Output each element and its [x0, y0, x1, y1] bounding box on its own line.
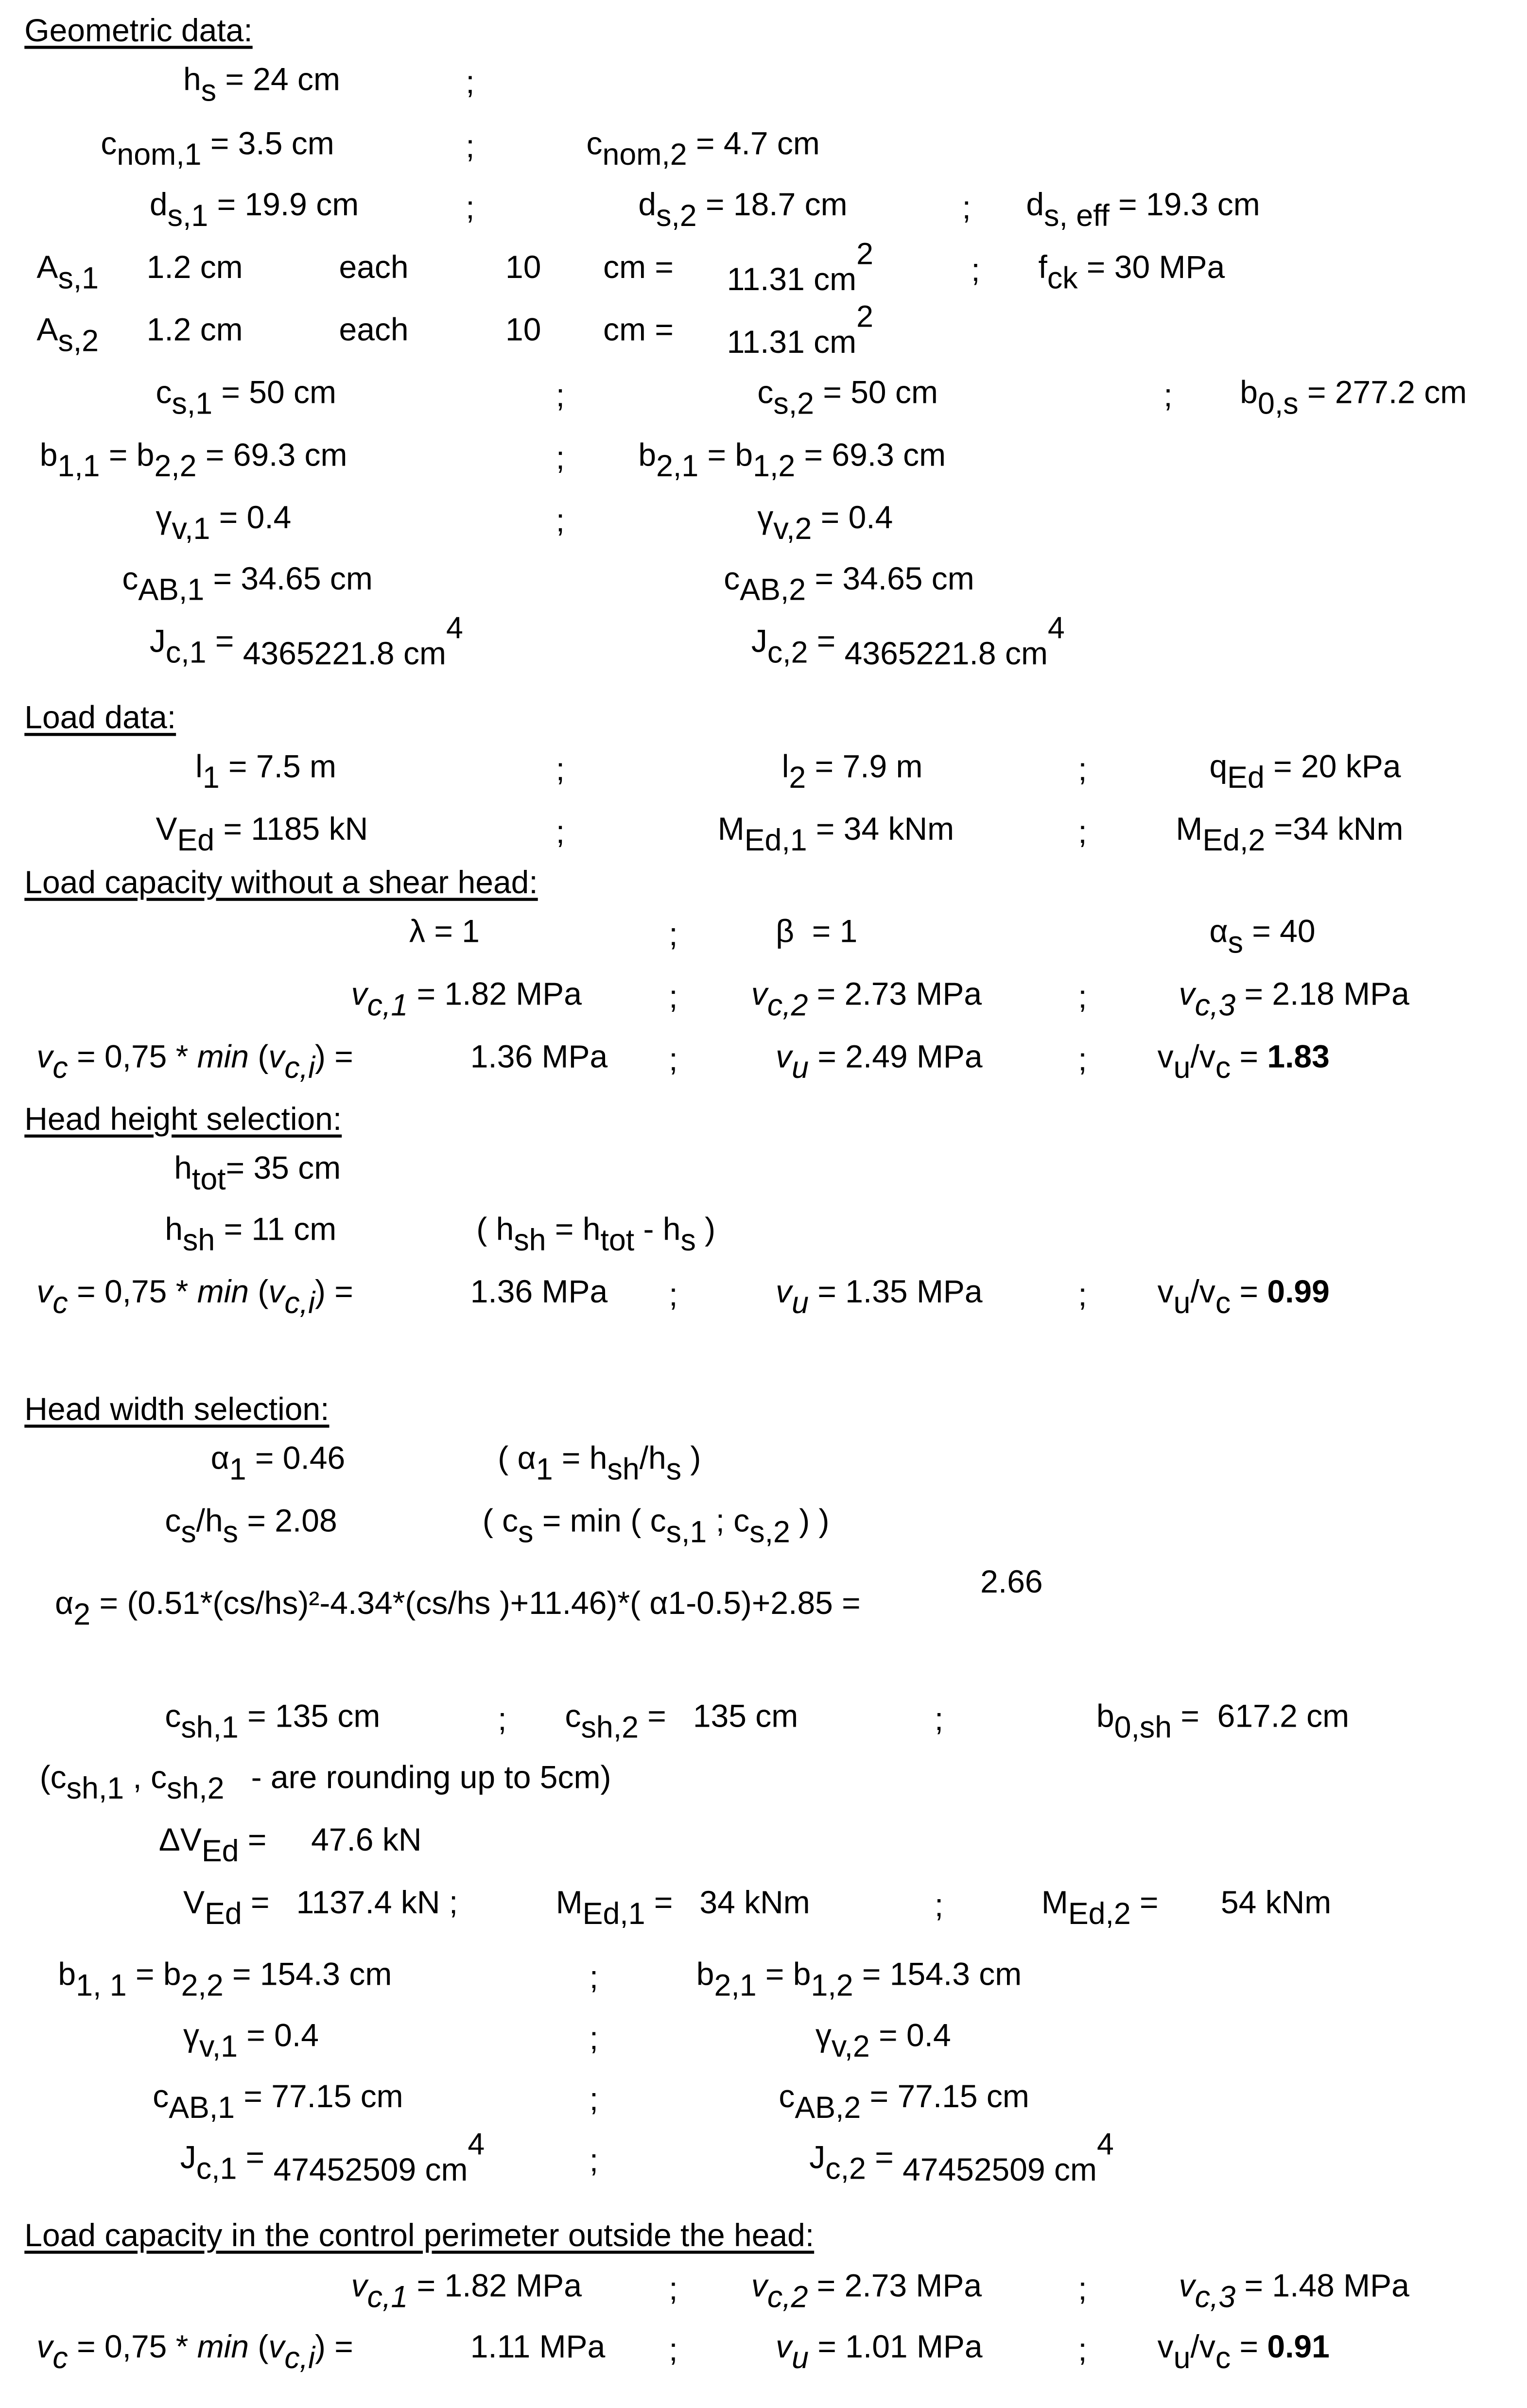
- as2-area: 11.31 $cm^2$: [727, 301, 873, 361]
- vc3-row: $v_{c,3} = 2.18$ MPa: [1179, 977, 1409, 1023]
- gv2-row: $\gamma_{v,2} = 0.4$: [757, 501, 893, 547]
- qed-row: $q_{Ed} = 20$ kPa: [1209, 749, 1401, 796]
- vc-value-2: 1.36 MPa: [470, 1275, 608, 1310]
- gv1-row: $\gamma_{v,1} = 0.4$: [156, 501, 292, 547]
- med2-row: $M_{Ed,2} =34$ kNm: [1176, 812, 1404, 858]
- vc-min-row-3: $v_c = 0,75 * \min (v_{c,i})$ =: [36, 2330, 353, 2376]
- b0s-row: $b_{0,s} = 277.2$ cm: [1240, 375, 1467, 422]
- b21-row-2: $b_{2,1} = b_{1,2} = 154.3$ cm: [696, 1958, 1022, 2004]
- as2-spacing: 10: [505, 313, 541, 348]
- sep: ;: [669, 2333, 678, 2369]
- b0sh-row: $b_{0,sh} = 617.2$ cm: [1096, 1699, 1350, 1746]
- vc-value: 1.36 MPa: [470, 1039, 608, 1075]
- rounding-note: ($c_{sh,1}$ , $c_{sh,2}$ - are rounding up to 5cm): [39, 1760, 611, 1806]
- sep: ;: [1078, 1042, 1087, 1078]
- ved-row-2: $V_{Ed} = 1137.4$ kN ;: [183, 1886, 458, 1932]
- cab2-row: $c_{AB,2} = 34.65$ cm: [724, 562, 974, 608]
- as2-label: $A_{s,2}$: [36, 313, 99, 359]
- alpha1-row: $\alpha_1 = 0.46$: [210, 1441, 346, 1488]
- vu-row: $v_u = 2.49$ MPa: [776, 1039, 983, 1086]
- sep: ;: [589, 2022, 599, 2057]
- as2-each: each: [339, 313, 409, 348]
- sep: ;: [498, 1702, 507, 1738]
- vc2-row-3: $v_{c,2} = 2.73$ MPa: [751, 2269, 982, 2315]
- as1-each: each: [339, 250, 409, 286]
- sep: ;: [589, 2144, 599, 2179]
- lambda-row: λ = 1: [409, 915, 480, 950]
- sep: ;: [466, 66, 475, 101]
- beta-row: β = 1: [776, 915, 858, 950]
- as1-diameter: 1.2 cm: [146, 250, 243, 286]
- alpha2-row: $\alpha_2 = (0.51*(cs/hs)^2-4.34*(cs/hs$ )+11.46)*( α1-0.5)+2.85 =: [55, 1586, 861, 1632]
- vc2-row: $v_{c,2} = 2.73$ MPa: [751, 977, 982, 1023]
- htot-row: $h_{tot}= 35$ cm: [174, 1151, 341, 1197]
- csh2-row: $c_{sh,2} = 135$ cm: [565, 1699, 798, 1746]
- fck-row: $f_{ck} = 30$ MPa: [1038, 250, 1225, 296]
- sep: ;: [934, 1888, 944, 1924]
- alpha2-value: 2.66: [980, 1565, 1043, 1600]
- sep: ;: [1163, 379, 1173, 414]
- sep: ;: [1078, 1278, 1087, 1314]
- dseff-row: $d_{s, eff} = 19.3$ cm: [1026, 188, 1260, 234]
- ds2-row: $d_{s,2} = 18.7$ cm: [638, 188, 848, 234]
- sep: ;: [555, 441, 565, 477]
- cab2-row-2: $c_{AB,2} = 77.15$ cm: [779, 2079, 1029, 2126]
- sep: ;: [669, 1278, 678, 1314]
- b21-row: $b_{2,1} = b_{1,2} = 69.3$ cm: [638, 438, 946, 484]
- b11-row: $b_{1,1} = b_{2,2} = 69.3$ cm: [39, 438, 347, 484]
- csh1-row: $c_{sh,1} = 135$ cm: [165, 1699, 381, 1746]
- section-no-head: Load capacity without a shear head:: [24, 866, 538, 901]
- section-load: Load data:: [24, 701, 176, 736]
- hsh-row: $h_{sh} = 11$ cm: [165, 1212, 337, 1258]
- sep: ;: [669, 918, 678, 953]
- sep: ;: [589, 2082, 599, 2118]
- alpha-s-row: $\alpha_s = 40$: [1209, 915, 1316, 961]
- sep: ;: [1078, 753, 1087, 788]
- cs2-row: $c_{s,2} = 50$ cm: [757, 375, 938, 422]
- sep: ;: [555, 503, 565, 539]
- as1-area: 11.31 $cm^2$: [727, 238, 873, 298]
- med1-row: $M_{Ed,1} = 34$ kNm: [717, 812, 954, 858]
- med1-row-2: $M_{Ed,1} = 34$ kNm: [555, 1886, 810, 1932]
- ratio-row-3: $v_u/v_c = 0.91$: [1157, 2330, 1330, 2376]
- sep: ;: [669, 2272, 678, 2307]
- sep: ;: [971, 253, 980, 289]
- sep: ;: [1078, 980, 1087, 1016]
- cab1-row-2: $c_{AB,1} = 77.15$ cm: [153, 2079, 403, 2126]
- hs-row: $h_s = 24$ cm: [183, 62, 340, 108]
- jc1-row-2: $J_{c,1} = 47452509$ $cm^4$: [180, 2129, 485, 2188]
- med2-row-2: $M_{Ed,2}$ = 54 kNm: [1041, 1886, 1332, 1932]
- cs-formula: ( $c_s = \min$ ( $c_{s,1}$ ; $c_{s,2}$ ) ): [482, 1504, 830, 1550]
- jc1-row: $J_{c,1} = 4365221.8$ $cm^4$: [149, 612, 463, 672]
- hsh-formula: ( $h_{sh} = h_{tot} - h_s$ ): [476, 1212, 716, 1258]
- sep: ;: [669, 980, 678, 1016]
- sep: ;: [962, 191, 971, 226]
- sep: ;: [466, 191, 475, 226]
- cnom1-row: $c_{nom,1} = 3.5$ cm: [101, 126, 334, 173]
- ved-row: $V_{Ed} = 1185$ kN: [156, 812, 368, 858]
- as2-unit: cm =: [603, 313, 674, 348]
- l2-row: $l_2 = 7.9$ m: [781, 749, 923, 796]
- b11-row-2: $b_{1, 1} = b_{2,2} = 154.3$ cm: [58, 1958, 392, 2004]
- cs-hs-row: $c_s/h_s = 2.08$: [165, 1504, 337, 1550]
- jc2-row: $J_{c,2} = 4365221.8$ $cm^4$: [751, 612, 1065, 672]
- sep: ;: [589, 1960, 599, 1996]
- sep: ;: [1078, 815, 1087, 851]
- alpha1-formula: ( $\alpha_1 = h_{sh}/h_s$ ): [498, 1441, 701, 1488]
- cnom2-row: $c_{nom,2} = 4.7$ cm: [586, 126, 820, 173]
- vc-value-3: 1.11 MPa: [470, 2330, 606, 2365]
- ds1-row: $d_{s,1} = 19.9$ cm: [149, 188, 359, 234]
- section-width-selection: Head width selection:: [24, 1392, 330, 1428]
- sep: ;: [466, 130, 475, 165]
- vu-row-2: $v_u = 1.35$ MPa: [776, 1275, 983, 1321]
- jc2-row-2: $J_{c,2} = 47452509$ $cm^4$: [809, 2129, 1114, 2188]
- sep: ;: [555, 379, 565, 414]
- vc-min-row: $v_c = 0,75 * \min (v_{c,i})$ =: [36, 1039, 353, 1086]
- ratio-row-2: $v_u/v_c = 0.99$: [1157, 1275, 1330, 1321]
- sep: ;: [1078, 2272, 1087, 2307]
- cs1-row: $c_{s,1} = 50$ cm: [156, 375, 336, 422]
- sep: ;: [555, 815, 565, 851]
- as1-unit: cm =: [603, 250, 674, 286]
- section-outside-head: Load capacity in the control perimeter outside the head:: [24, 2218, 815, 2254]
- gv1-row-2: $\gamma_{v,1} = 0.4$: [183, 2018, 319, 2064]
- as1-label: $A_{s,1}$: [36, 250, 99, 296]
- cab1-row: $c_{AB,1} = 34.65$ cm: [122, 562, 373, 608]
- l1-row: $l_1 = 7.5$ m: [195, 749, 336, 796]
- vc1-row-3: $v_{c,1} = 1.82$ MPa: [351, 2269, 582, 2315]
- sep: ;: [555, 753, 565, 788]
- dved-row: $\Delta V_{Ed}$ = 47.6 kN: [158, 1823, 422, 1869]
- as1-spacing: 10: [505, 250, 541, 286]
- section-height-selection: Head height selection:: [24, 1102, 342, 1138]
- ratio-row: $v_u/v_c = 1.83$: [1157, 1039, 1330, 1086]
- vc3-row-3: $v_{c,3} = 1.48$ MPa: [1179, 2269, 1409, 2315]
- section-geometric: Geometric data:: [24, 14, 253, 49]
- sep: ;: [934, 1702, 944, 1738]
- gv2-row-2: $\gamma_{v,2} = 0.4$: [815, 2018, 951, 2064]
- sep: ;: [669, 1042, 678, 1078]
- vc1-row: $v_{c,1} = 1.82$ MPa: [351, 977, 582, 1023]
- vc-min-row-2: $v_c = 0,75 * \min (v_{c,i})$ =: [36, 1275, 353, 1321]
- sep: ;: [1078, 2333, 1087, 2369]
- as2-diameter: 1.2 cm: [146, 313, 243, 348]
- vu-row-3: $v_u = 1.01$ MPa: [776, 2330, 983, 2376]
